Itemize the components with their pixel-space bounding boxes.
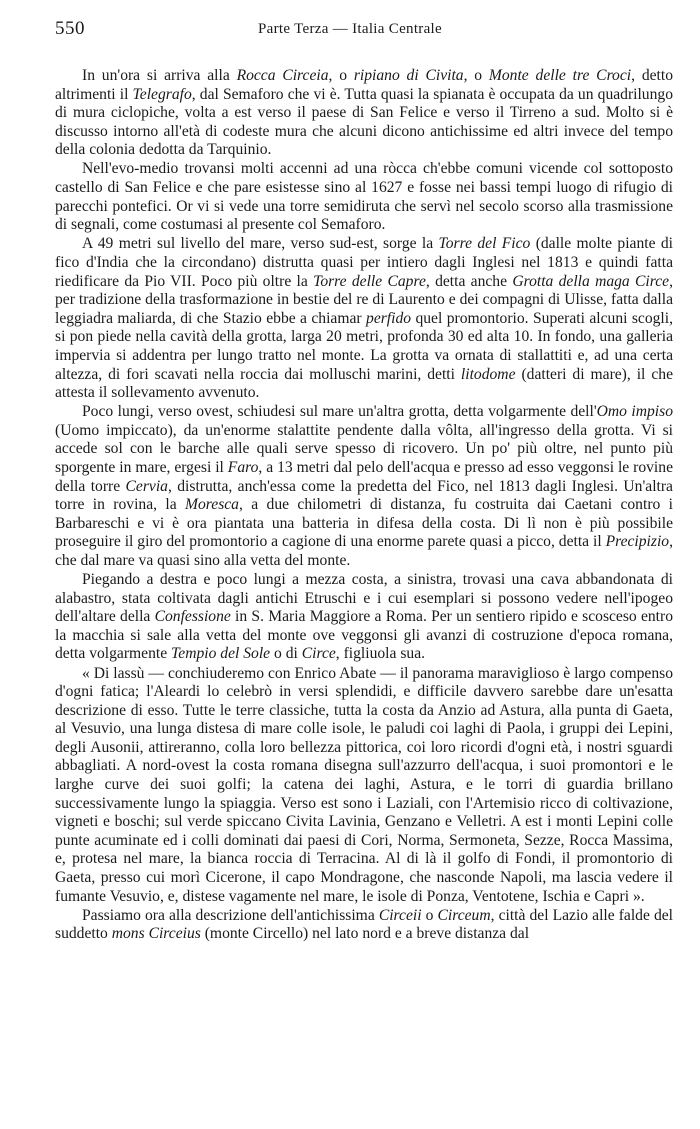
paragraph (55, 403, 673, 570)
italic-term: mons Circeius (111, 925, 201, 943)
text-run: quel promontorio. Superati alcuni scogli, si pon piede nella cavità della grotta, larga 20 metri, profonda 30 ed alta 10. In fondo, una galleria impervia si addentra per lungo tratto nel monte. La grotta va ornata di stallattiti e, ad una certa altezza, di fori scavati nella roccia dai molluschi marini, detti (55, 309, 674, 383)
italic-term: Grotta della maga Circe (512, 272, 670, 290)
italic-term: Faro (227, 458, 259, 476)
text-run: (monte Circello) nel lato nord e a breve distanza dal (200, 925, 530, 943)
italic-term: litodome (460, 365, 516, 383)
text-run: In un'ora si arriva alla (82, 67, 237, 84)
text-run: , detto altrimenti il (55, 67, 674, 103)
text-run: , città del Lazio alle falde del suddetto (55, 906, 674, 943)
italic-term: Cervia (125, 477, 168, 495)
page-header (0, 18, 700, 44)
text-run: in S. Maria Maggiore a Roma. Per un sentiero ripido e scosceso entro la macchia si sale alla vetta del monte ove veggonsi gli avanzi di costruzione d'epoca romana, detta volgarmente (55, 608, 673, 663)
text-run: , o (463, 67, 489, 84)
text-run: Piegando a destra e poco lungi a mezza costa, a sinistra, trovasi una cava abbandonata di alabastro, stata coltivata dagli antichi Etruschi e i cui esemplari si possono vedere nell'ipogeo dell'altare della (55, 571, 673, 626)
text-run: Poco lungi, verso ovest, schiudesi sul mare un'altra grotta, detta volgarmente dell' (82, 403, 597, 421)
italic-term: Precipizio (605, 533, 670, 551)
running-head: Parte Terza — Italia Centrale (258, 21, 442, 37)
text-run: (dalle molte piante di fico d'India che la circondano) distrutta quasi per intiero dagli Inglesi nel 1813 e quindi fatta riedificare da Pio VII. Poco più oltre la (55, 235, 673, 290)
italic-term: Torre del Fico (438, 235, 531, 253)
italic-term: Rocca Circeia (236, 67, 329, 84)
paragraph (55, 67, 673, 160)
italic-term: Circe (301, 645, 336, 663)
italic-term: Torre delle Capre (313, 272, 426, 290)
page-number: 550 (55, 18, 85, 39)
text-run: , per tradizione della trasformazione in bestie del re di Laurento e dei compagni di Ulisse, fatta dalla leggiadra maliarda, di che Stazio ebbe a chiamar (55, 272, 673, 327)
text-run: , a 13 metri dal pelo dell'acqua e presso ad esso veggonsi le rovine della torre (55, 458, 673, 495)
text-run: (Uomo impiccato), da un'enorme stalattite pendente dalla vôlta, all'ingresso della grotta. Vi si accede sol con le barche alle quali serve spesso di ricovero. Un po' più oltre, nel punto più sporgente in mare, ergesi il (55, 421, 673, 476)
italic-term: ripiano di Civita (353, 67, 464, 84)
text-run: « Di lassù — conchiuderemo con Enrico Abate — il panorama maraviglioso è largo compenso d'ogni fatica; l'Aleardi lo celebrò in versi splendidi, e difficile davvero sarebbe dare un'esatta descrizione di esso. Tutte le terre classiche, tutta la costa da Anzio ad Astura, alla punta di Gaeta, al Vesuvio, una lunga distesa di mare colle isole, le paludi coi laghi di Paola, i gruppi dei Lepini, degli Ausonii, attireranno, colla loro bellezza pittorica, coi loro ricordi d'ogni età, i nostri sguardi abbagliati. A nord-ovest la costa romana disegna sull'azzurro dell'acqua, i suoi promontori e le larghe curve dei suoi golfi; la catena dei laghi, Astura, e le torri di guardia brillano successivamente lungo la spiaggia. Verso est sono i Laziali, con l'Artemisio ricco di coltivazione, vigneti e boschi; sul verde spiccano Civita Lavinia, Genzano e Velletri. A est i monti Lepini colle punte acuminate ed i colli dominati dai paesi di Cori, Norma, Sermoneta, Sezze, Rocca Massima, e, protesa nel mare, la bianca roccia di Terracina. Al di là il golfo di Fondi, il promontorio di Gaeta, presso cui morì Cicerone, il capo Mondragone, che nasconde Napoli, ma lascia vedere il fumante Vesuvio, e, distese vagamente nel mare, le isole di Ponza, Ventotene, Ischia e Capri ». (55, 664, 673, 905)
italic-term: Tempio del Sole (171, 645, 271, 663)
text-run: (datteri di mare), il che attesta il sollevamento avvenuto. (55, 365, 673, 402)
italic-term: Circeum (437, 906, 491, 924)
italic-term: Moresca (185, 496, 239, 514)
italic-term: Circeii (378, 906, 422, 924)
body-text (55, 67, 673, 944)
italic-term: perfido (366, 309, 412, 327)
text-run: , a due chilometri di distanza, fu costruita dai Caetani contro i Barbareschi e vi è ora piantata una batteria in difesa della costa. Di lì non è più possibile proseguire il giro del promontorio a cagione di una enorme parete quasi a picco, detta il (55, 496, 673, 551)
text-run: Passiamo ora alla descrizione dell'antichissima (82, 906, 379, 924)
text-run: , distrutta, anch'essa come la predetta del Fico, nel 1813 dagli Inglesi. Un'altra torre in rovina, la (55, 477, 673, 514)
text-run: , figliuola sua. (335, 645, 426, 663)
text-run: o (421, 906, 438, 924)
text-run: Nell'evo-medio trovansi molti accenni ad una ròcca ch'ebbe comuni vicende col sottoposto castello di San Felice e che pare esistesse sino al 1627 e fosse nei bassi tempi luogo di rifugio di parecchi pontefici. Or vi si vede una torre semidiruta che servì nel secolo scorso alla trasmissione di segnali, come costumasi al presente col Semaforo. (55, 160, 673, 234)
paragraph (55, 571, 673, 664)
italic-term: Confessione (154, 608, 231, 626)
text-run: , dal Semaforo che vi è. Tutta quasi la spianata è occupata da un quadrilungo di mura ciclopiche, volta a est verso il paese di San Felice e verso il Tirreno a sud. Molto si è discusso intorno all'età di codeste mura che alcuni dicono antichissime ed altri invece del tempo della colonia dedotta da Tarquinio. (55, 85, 673, 159)
paragraph (55, 235, 673, 402)
paragraph (55, 907, 673, 944)
text-run: , che dal mare va quasi sino alla vetta del monte. (55, 533, 673, 569)
italic-term: Monte delle tre Croci (488, 67, 632, 84)
text-run: A 49 metri sul livello del mare, verso sud-est, sorge la (82, 235, 439, 253)
paragraph (55, 665, 673, 907)
text-run: , detta anche (425, 272, 513, 290)
paragraph (55, 160, 673, 234)
text-run: o di (270, 645, 302, 663)
italic-term: Omo impiso (596, 403, 673, 421)
text-run: , o (328, 67, 354, 84)
italic-term: Telegrafo (132, 85, 192, 103)
